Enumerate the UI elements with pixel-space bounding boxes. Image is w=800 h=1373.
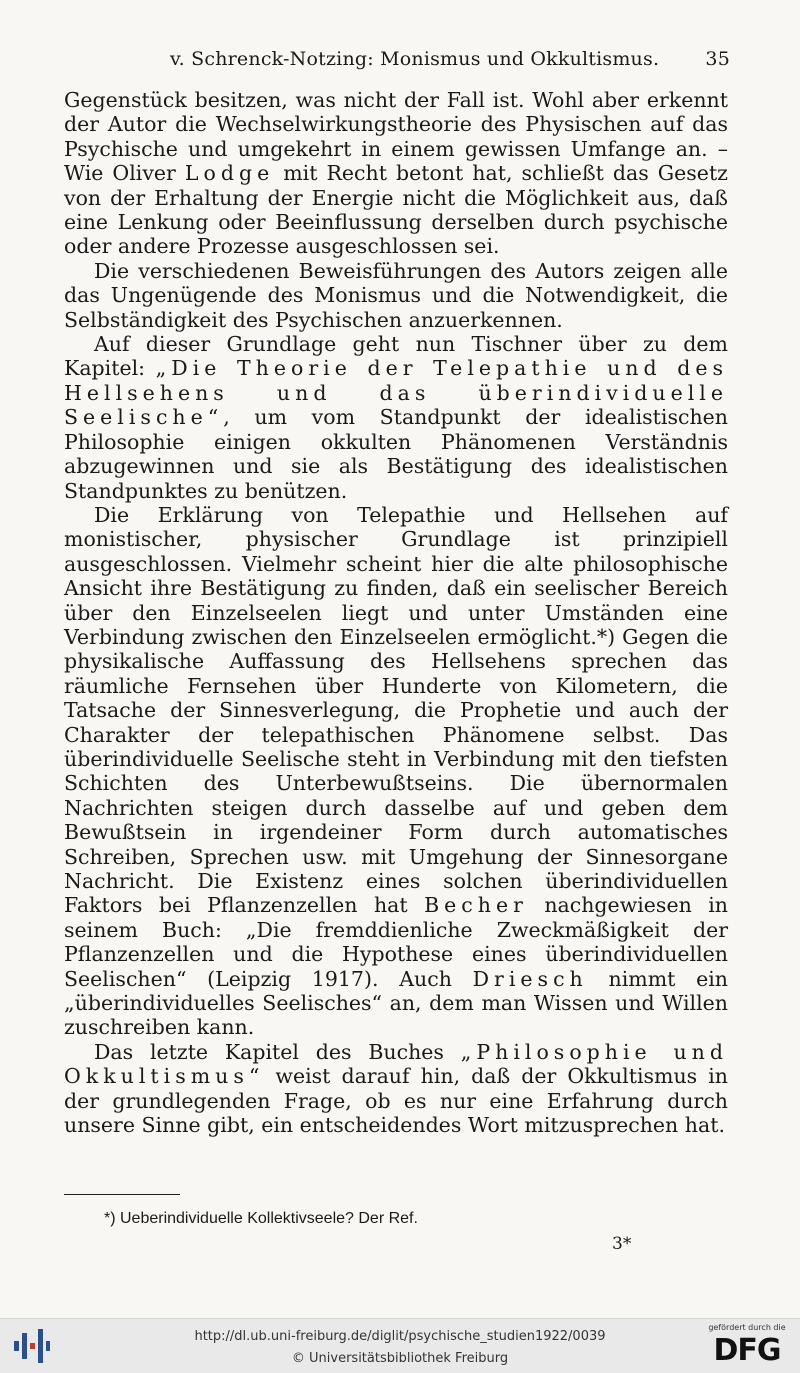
paragraph-text: nachgewiesen in seinem Buch: „Die fremddienliche Zweckmäßigkeit der Pflanzenzellen und die Hypothese eines überindividuellen Seelischen“ (Leipzig 1917). Auch [64,893,728,991]
paragraph-text: Auf dieser Grundlage geht nun Tischner über zu dem Kapitel: [64,332,728,381]
paragraph [64,88,728,259]
header-title: v. Schrenck-Notzing: Monismus und Okkultismus. [170,48,660,70]
paragraph-text: Gegenstück besitzen, was nicht der Fall ist. Wohl aber erkennt der Autor die Wechselwirkungstheorie des Physischen auf das Psychische und umgekehrt in einem gewissen Umfange an. – Wie Oliver [64,88,728,186]
paragraph-text: Die verschiedenen Beweisführungen des Autors zeigen alle das Ungenügende des Monismus und die Notwendigkeit, die Selbständigkeit des Psychischen anzuerkennen. [64,258,728,332]
viewer-footer [0,1318,800,1373]
paragraph [64,259,728,332]
paragraph [64,1040,728,1138]
article-body [64,88,728,1137]
author-name-lodge: Lodge [184,161,275,186]
permalink-url[interactable]: http://dl.ub.uni-freiburg.de/diglit/psychische_studien1922/0039 [194,1329,606,1344]
footnote: *) Ueberindividuelle Kollektivseele? Der Ref. [104,1210,418,1227]
paragraph-text: weist darauf hin, daß der Okkultismus in der grundlegenden Frage, ob es nur eine Erfahrung durch unsere Sinne gibt, ein entscheidendes Wort mitzusprechen hat. [64,1064,728,1138]
paragraph [64,332,728,503]
copyright-notice: © Universitätsbibliothek Freiburg [291,1351,509,1366]
paragraph-text: Das letzte Kapitel des Buches [94,1039,461,1064]
paragraph-text: nimmt ein „überindividuelles Seelisches“ an, dem man Wissen und Willen zuschreiben kann. [64,966,728,1040]
paragraph [64,503,728,1040]
paragraph-text: Die Erklärung von Telepathie und Hellsehen auf monistischer, physischer Grundlage ist prinzipiell ausgeschlossen. Vielmehr scheint hier die alte philosophische Ansicht ihre Bestätigung zu finden, daß ein seelischer Bereich über den Einzelseelen liegt und unter Umständen eine Verbindung zwischen den Einzelseelen ermöglicht.*) Gegen die physikalische Auffassung des Hellsehens sprechen das räumliche Fernsehen über Hunderte von Kilometern, die Tatsache der Sinnesverlegung, die Prophetie und auch der Charakter der telepathischen Phänomene selbst. Das überindividuelle Seelische steht in Verbindung mit den tiefsten Schichten des Unterbewußtseins. Die übernormalen Nachrichten steigen durch dasselbe auf und geben dem Bewußtsein in irgendeiner Form durch automatisches Schreiben, Sprechen usw. mit Umgehung der Sinnesorgane Nachricht. Die Existenz eines solchen überindividuellen Faktors bei Pflanzenzellen hat [64,502,728,918]
signature-mark: 3* [612,1234,632,1254]
dfg-funding-label: gefördert durch die [708,1323,786,1332]
page-number: 35 [705,48,730,70]
paragraph-text: mit Recht betont hat, schließt das Gesetz von der Erhaltung der Energie nicht die Möglichkeit aus, daß eine Lenkung oder Beeinflussung derselben durch psychische oder andere Prozesse ausgeschlossen sei. [64,161,728,259]
author-name-driesch: Driesch [472,966,588,991]
chapter-title-philosophie: „Philosophie und Okkultismus“ [64,1039,728,1089]
chapter-title-telepathie: „Die Theorie der Telepathie und des Hellsehens und das überindividuelle Seelische“ [64,356,728,430]
author-name-becher: Becher [424,893,528,918]
paragraph-text: , um vom Standpunkt der idealistischen Philosophie einigen okkulten Phänomenen Verständnis abzugewinnen und sie als Bestätigung des idealistischen Standpunktes zu benützen. [64,405,728,503]
footnote-rule [64,1194,180,1195]
dfg-logo[interactable]: DFG [713,1333,781,1368]
